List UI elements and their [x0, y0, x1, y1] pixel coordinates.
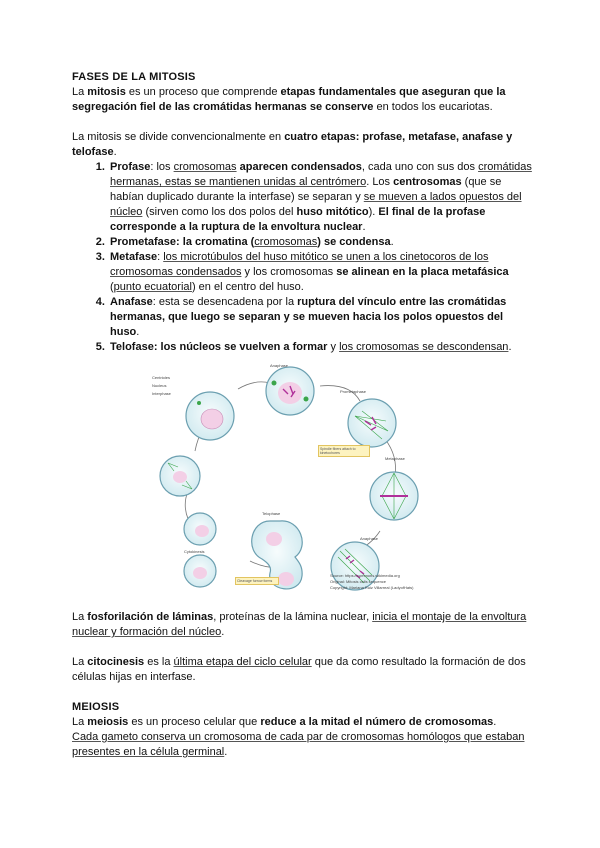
- mitosis-cycle-diagram: [150, 361, 450, 596]
- mitosis-cycle-figure: [150, 361, 450, 596]
- label-prometaphase: Prometaphase: [340, 389, 367, 394]
- label-telophase: Telophase: [262, 511, 281, 516]
- label-cytokinesis: Cytokinesis: [184, 549, 205, 554]
- label-nucleus: Nucleus: [152, 383, 167, 388]
- cell-metaphase: [370, 472, 418, 520]
- mitosis-intro: La mitosis es un proceso que comprende etapas fundamentales que aseguran que la segregación fiel de las cromátidas hermanas se conserve en todos los eucariotas.: [72, 86, 506, 113]
- cell-interphase: [186, 392, 234, 440]
- figure-credit-2: Original: Mitosis cells sequence: [330, 579, 387, 584]
- meiosis-heading: MEIOSIS: [72, 701, 120, 713]
- phase-item-metafase: 3. Metafase: los microtúbulos del huso mitótico se unen a los cinetocoros de los cromosomas condensados y los cromosomas se alinean en la placa metafásica (punto ecuatorial) en el centro del huso.: [108, 250, 532, 295]
- citocinesis-paragraph: La citocinesis es la última etapa del ciclo celular que da como resultado la formación de dos células hijas en interfase.: [72, 656, 526, 683]
- phase-item-profase: 1. Profase: los cromosomas aparecen condensados, cada uno con sus dos cromátidas hermanas, estas se mantienen unidas al centrómero. Los centrosomas (que se habían duplicado durante la interfase) se separan y se mueven a lados opuestos del núcleo (sirven como los dos polos del huso mitótico). El final de la profase corresponde a la ruptura de la envoltura nuclear.: [108, 160, 532, 235]
- label-anaphase-top: Anaphase: [270, 363, 289, 368]
- note-cleavage-furrow: Cleavage furrow forms: [235, 577, 279, 585]
- cell-prometaphase: [348, 399, 396, 447]
- label-metaphase: Metaphase: [385, 456, 405, 461]
- cell-prophase: [266, 367, 314, 415]
- document-page: [72, 70, 532, 760]
- figure-credit-1: Source: https://commons.wikimedia.org: [330, 573, 400, 578]
- fosforilacion-paragraph: La fosforilación de láminas, proteínas de la lámina nuclear, inicia el montaje de la envoltura nuclear y formación del núcleo.: [72, 611, 527, 638]
- phase-item-prometafase: 2. Prometafase: la cromatina (cromosomas) se condensa.: [108, 235, 532, 250]
- label-interphase: Interphase: [152, 391, 171, 396]
- label-anaphase: Anaphase: [360, 536, 379, 541]
- phase-item-anafase: 4. Anafase: esta se desencadena por la ruptura del vínculo entre las cromátidas hermanas, que luego se separan y se mueven hacia los polos opuestos del huso.: [108, 295, 532, 340]
- cell-late-interphase: [160, 456, 200, 496]
- label-centrioles: Centrioles: [152, 375, 171, 380]
- meiosis-paragraph: La meiosis es un proceso celular que reduce a la mitad el número de cromosomas. Cada gameto conserva un cromosoma de cada par de cromosomas homólogos que estaban presentes en la célula germinal.: [72, 716, 525, 758]
- phase-item-telofase: 5. Telofase: los núcleos se vuelven a formar y los cromosomas se descondensan.: [108, 340, 532, 355]
- phase-list: [72, 160, 532, 355]
- figure-credit-3: Copyright: Mariana Ruiz Villarreal (LadyofHats): [330, 585, 414, 590]
- mitosis-division: La mitosis se divide convencionalmente en cuatro etapas: profase, metafase, anafase y telofase.: [72, 131, 513, 158]
- note-spindle-fibers: Spindle fibers attach to kinetochores: [318, 445, 370, 457]
- mitosis-heading: FASES DE LA MITOSIS: [72, 71, 196, 83]
